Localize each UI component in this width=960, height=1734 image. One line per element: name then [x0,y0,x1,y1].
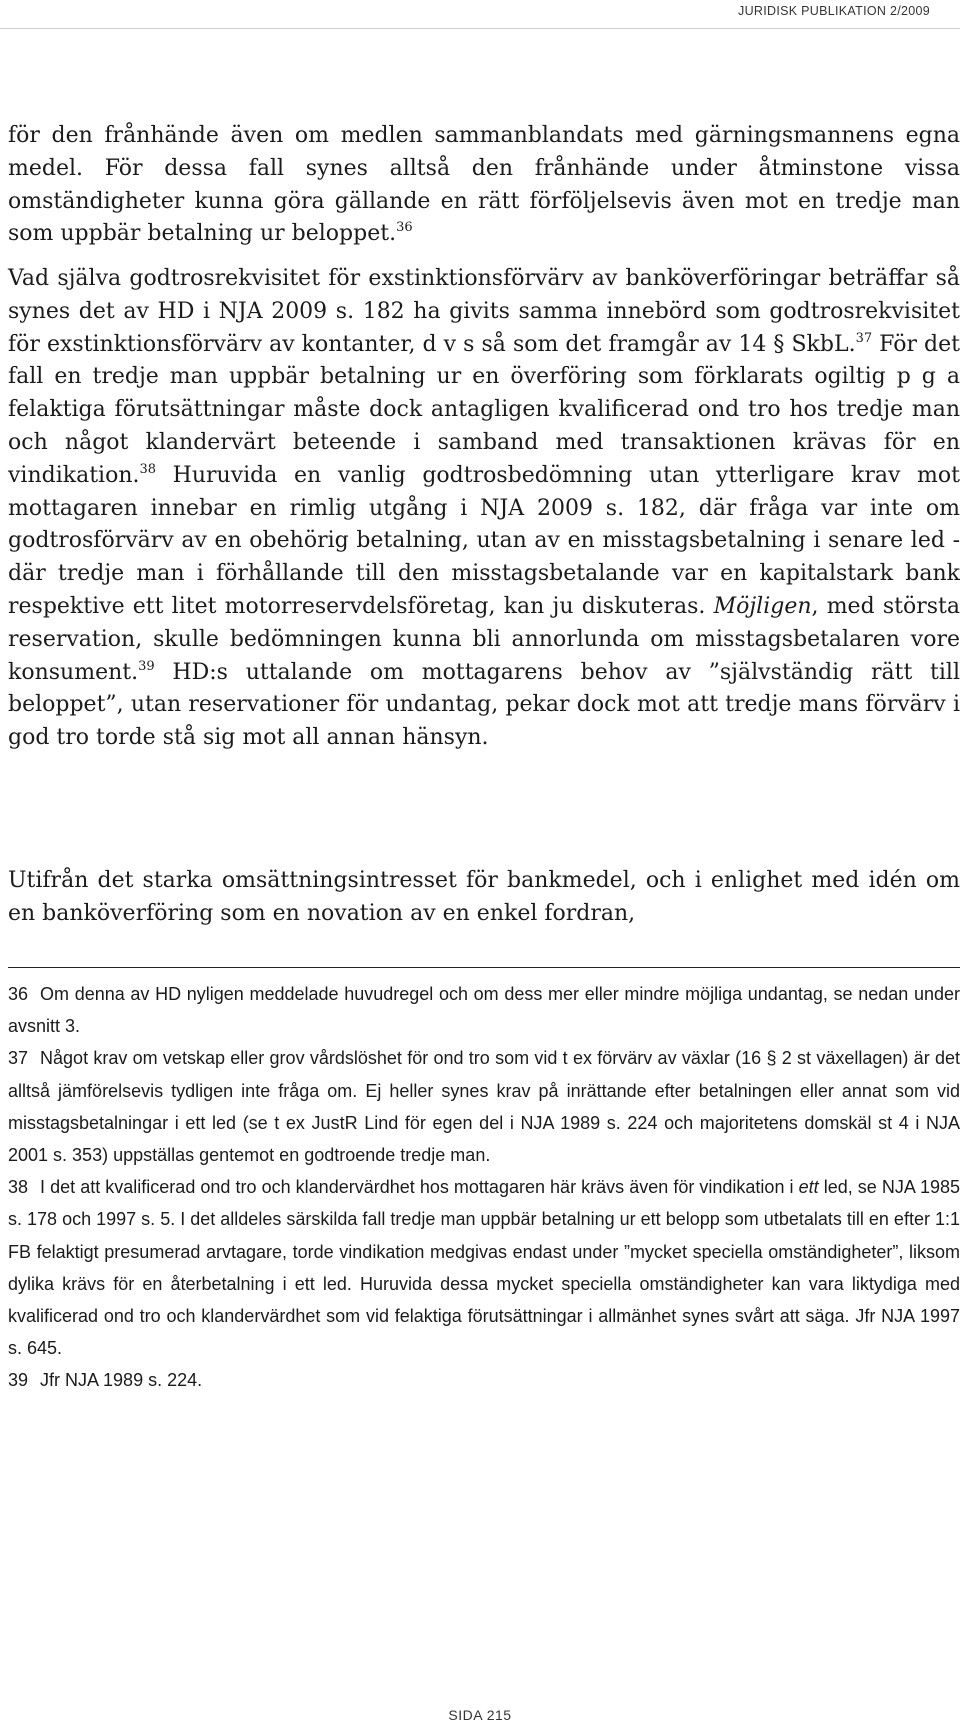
body-paragraph-2 [8,263,960,755]
italic-term: ett [798,1177,819,1198]
footnote-ref-37[interactable]: 37 [855,330,873,346]
paragraph-text: Utifrån det starka omsättningsintresset för bankmedel, och i enlighet med idén om en banköverföring som en novation av en enkel fordran, [8,868,960,926]
footnote-39 [8,1364,960,1396]
footnote-number: 36 [8,984,29,1004]
footnote-37 [8,1042,960,1171]
publication-title: JURIDISK PUBLIKATION 2/2009 [738,4,930,18]
body-paragraph-1 [8,120,960,251]
footnote-number: 39 [8,1370,29,1391]
footnote-ref-36[interactable]: 36 [396,220,413,236]
footnotes [8,978,960,1397]
footnote-text: Något krav om vetskap eller grov vårdslöshet för ond tro som vid t ex förvärv av växlar (16 § 2 st växellagen) är det alltså jämförelsevis tydligen inte fråga om. Ej heller synes krav på inrättande efter betalningen eller annat som vid misstagsbetalningar i ett led (se t ex JustR Lind för egen del i NJA 1989 s. 224 och majoritetens domskäl st 4 i NJA 2001 s. 353) uppställas gentemot en godtroende tredje man. [8,1048,960,1166]
footnote-36 [8,978,960,1042]
page-number: SIDA 215 [448,1707,512,1723]
footnote-ref-38[interactable]: 38 [139,461,157,477]
paragraph-text: För det fall en tredje man uppbär betalning ur en överföring som förklarats ogiltig p g a felaktiga förutsättningar måste dock antagligen kvalificerad ond tro hos tredje man och något klandervärt beteende i samband med transaktionen krävas för en vindikation. [8,331,960,488]
paragraph-text: för den frånhände även om medlen sammanblandats med gärningsmannens egna medel. För dessa fall synes alltså den frånhände under åtminstone vissa omständigheter kunna göra gällande en rätt förföljelsevis även mot en tredje man som uppbär betalning ur beloppet. [8,123,960,247]
footnote-text: Om denna av HD nyligen meddelade huvudregel och om dess mer eller mindre möjliga undantag, se nedan under avsnitt 3. [8,984,960,1037]
footnote-divider [8,967,960,968]
italic-term: Möjligen [713,593,812,619]
paragraph-text: HD:s uttalande om mottagarens behov av ”självständig rätt till beloppet”, utan reservationer för undantag, pekar dock mot att tredje mans förvärv i god tro torde stå sig mot all annan hänsyn. [8,659,960,751]
footnote-text: led, se NJA 1985 s. 178 och 1997 s. 5. I det alldeles särskilda fall tredje man uppbär betalning ur ett belopp som utbetalats till en efter 1:1 FB felaktigt presumerad arvtagare, torde vindikation medgivas endast under ”mycket speciella omständigheter”, liksom dylika krävs för en återbetalning i ett led. Huruvida dessa mycket speciella omständigheter kan vara liktydiga med kvalificerad ond tro och klandervärdhet som vid felaktiga förutsättningar i allmänhet synes svårt att säga. Jfr NJA 1997 s. 645. [8,1177,960,1359]
footnote-number: 37 [8,1048,29,1069]
footnote-38 [8,1171,960,1364]
footnote-number: 38 [8,1177,29,1198]
footnote-text: Jfr NJA 1989 s. 224. [40,1370,203,1391]
paragraph-text: Huruvida en vanlig godtrosbedömning utan ytterligare krav mot mottagaren innebar en rimlig utgång i NJA 2009 s. 182, där fråga var inte om godtrosförvärv av en obehörig betalning, utan av en misstagsbetalning i senare led - där tredje man i förhållande till den misstagsbetalande var en kapitalstark bank respektive ett litet motorreservdelsföretag, kan ju diskuteras. [8,462,960,619]
paragraph-text: , med största reservation, skulle bedömningen kunna bli annorlunda om misstagsbetalaren vore konsument. [8,593,960,685]
body-paragraph-3 [8,865,960,931]
paragraph-text: Vad själva godtrosrekvisitet för exstinktionsförvärv av banköverföringar beträffar så synes det av HD i NJA 2009 s. 182 ha givits samma innebörd som godtrosrekvisitet för exstinktionsförvärv av kontanter, d v s så som det framgår av 14 § SkbL. [8,266,960,357]
running-header [0,0,960,29]
footnote-text: I det att kvalificerad ond tro och klandervärdhet hos mottagaren här krävs även för vindikation i [40,1177,799,1198]
footnote-ref-39[interactable]: 39 [138,658,155,674]
